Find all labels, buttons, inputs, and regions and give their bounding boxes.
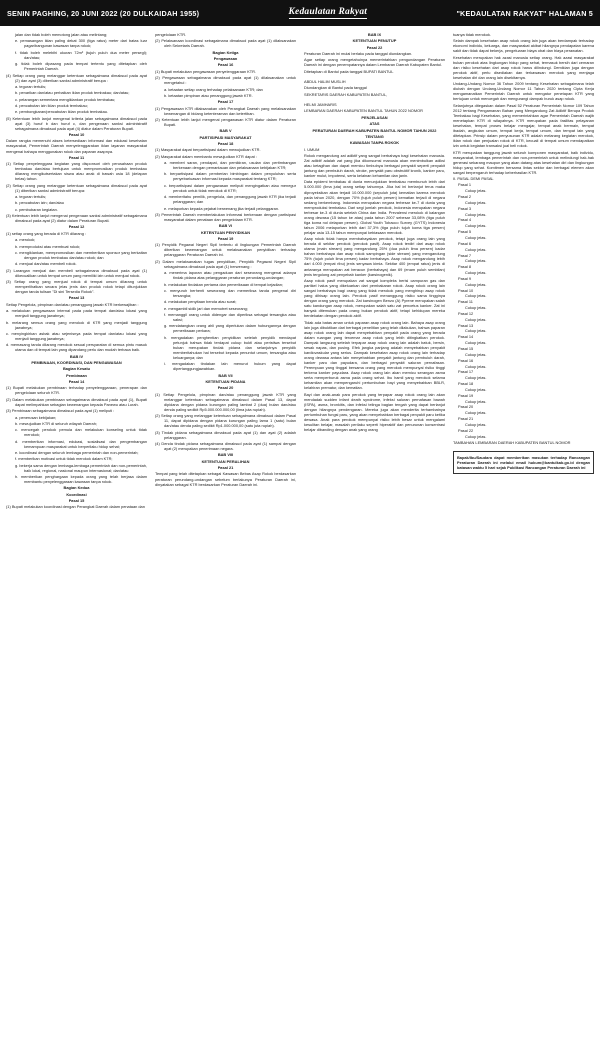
paragraph: a. teguran tertulis; — [15, 83, 47, 89]
paragraph: (2) Pengawasan sebagaimana dimaksud pada ayat (1) dilaksanakan untuk mengetahui : — [155, 75, 296, 86]
pasal-note: Cukup jelas. — [465, 223, 487, 229]
section-heading: Pasal 12 — [68, 224, 85, 230]
pasal-heading: Pasal 1 — [458, 182, 471, 188]
paragraph: Dalam rangka memenuhi akses ketersediaan informasi dan edukasi kesehatan masyarakat, Pemerintah Daerah menyelenggarakan iklan layanan masyarakat mengenai bahaya menggunakan rokok dan paparan asapnya. — [6, 138, 147, 154]
pasal-note: Cukup jelas. — [465, 305, 487, 311]
paragraph: b. ketaatan pimpinan atau penanggung jawab KTR. — [164, 92, 253, 98]
paragraph: tuanya tidak merokok. — [453, 32, 492, 37]
section-heading: Bagian Kesatu — [62, 366, 91, 372]
section-heading: KETENTUAN PENUTUP — [352, 38, 397, 44]
paragraph: Asap rokok pasif merupakan zat sangat kompleks berisi campuran gas dan partikel halus yang dikeluarkan dari pembakaran rokok. Asap rokok orang lain sangat berbahaya bagi orang yang tidak merokok yang menghirup asap rokok yang dihisap orang lain. Perokok pasif menanggung risiko sama tingginya dengan orang yang merokok. Zat karsinogen Benzo (A) Pyrene merupakan salah satu kandungan asap rokok, merupakan salah satu zat pencetus kanker. Zat ini banyak ditemukan pada orang bukan perokok aktif, tetapi kehidupan mereka berdekatan dengan perokok aktif. — [304, 277, 445, 319]
paragraph: a. menerima laporan atau pengaduan dari seseorang mengenai adanya tindak pidana atas pelanggaran peraturan perundang-undangan; — [164, 270, 296, 281]
section-heading: Pasal 22 — [366, 44, 383, 50]
paragraph: c. mencegah perokok pemula dan melakukan konseling untuk tidak merokok; — [15, 427, 147, 438]
section-heading: Pasal 13 — [68, 295, 85, 301]
pasal-heading: Pasal 18 — [458, 381, 474, 387]
pasal-heading: Pasal 20 — [458, 404, 474, 410]
pasal-heading: Pasal 8 — [458, 264, 471, 270]
section-heading: Pasal 16 — [217, 62, 234, 68]
paragraph: a. teguran tertulis; — [15, 194, 47, 200]
column-4 — [453, 32, 594, 1044]
section-heading: Pasal 18 — [217, 141, 234, 146]
pasal-heading: Pasal 9 — [458, 275, 471, 281]
pasal-note: Cukup jelas. — [465, 234, 487, 240]
paragraph: Data epidemi tembakau di dunia menunjukkan tembakau membunuh lebih dari 5.000.000 (lima juta) orang setiap tahunnya. Jika hal ini berlanjut terus maka diproyeksikan akan terjadi 10.000.000 (sepuluh juta) kematian karena merokok pada tahun 2020, dengan 70% (tujuh puluh persen) kematian terjadi di negara sedang berkembang. Indonesia merupakan negara terbesar ke-7 di dunia yang memproduksi tembakau. Dari segi jumlah perokok, Indonesia merupakan negara terbesar ke-3 di dunia setelah China dan India. Prevalensi merokok di kalangan orang dewasa (15 tahun ke atas) pada tahun 2007 sebesar 33,08% (tiga puluh tiga koma nol delapan persen). Global Youth Tobacco Survey (GYTS) Indonesia tahun 2006 melaporkan lebih dari 37,3% (tiga puluh tujuh koma tiga persen) pelajar usia 13-15 tahun mempunyai kebiasaan merokok. — [304, 179, 445, 235]
section-heading: Koordinasi — [66, 491, 87, 497]
pasal-note: Cukup jelas. — [465, 363, 487, 369]
pasal-note: Cukup jelas. — [465, 398, 487, 404]
pasal-note: Cukup jelas. — [465, 421, 487, 427]
paragraph: f. memanggil orang untuk didengar dan diperiksa sebagai tersangka atau saksi; — [164, 312, 296, 323]
paragraph: f. tidak boleh melebihi ukuran 72m² (tujuh puluh dua meter persegi); dan/atau; — [15, 49, 147, 60]
pasal-heading: Pasal 7 — [458, 252, 471, 258]
paragraph: b. berpartisipasi dalam pemberian bimbingan dalam penyuluhan serta penyebarluasan informasi kepada masyarakat tentang KTR; — [164, 171, 296, 182]
paragraph: Tempat yang telah ditetapkan sebagai Kawasan Bebas Asap Rokok berdasarkan peraturan perundang-undangan sebelum berlakunya Peraturan Daerah ini, dinyatakan sebagai KTR berdasarkan Peraturan Daerah ini. — [155, 471, 296, 487]
paragraph: a. merokok; — [15, 237, 36, 243]
paragraph: (2) Setiap orang yang melanggar ketentuan sebagaimana dimaksud dalam Pasal 11, dapat dipidana dengan pidana kurungan paling lama 1 (satu) bulan dan/atau denda paling sedikit Rp1.000.000,00 (satu juta rupiah). — [155, 413, 296, 429]
section-heading: KETENTUAN PENYIDIKAN — [200, 229, 251, 235]
section-heading: PERATURAN DAERAH KABUPATEN BANTUL NOMOR TAHUN 2022 — [312, 127, 437, 133]
header-date: SENIN PAGHING, 20 JUNI 2022 (20 DULKAIDAH 1955) — [7, 8, 200, 18]
paragraph: II. PASAL DEMI PASAL — [453, 176, 494, 182]
paragraph: a. memberi saran, pendapat, dan pemikiran, usulan dan pertimbangan berkenaan dengan pemantauan dan pelaksanaan kebijakan KTR; — [164, 160, 296, 171]
section-heading: KETENTUAN PERALIHAN — [201, 458, 250, 464]
paragraph: i. mengadakan tindakan lain menurut hukum yang dapat dipertanggungjawabkan. — [164, 361, 296, 372]
section-heading: BAB IV — [69, 353, 84, 359]
section-heading: Pengawasan — [213, 56, 238, 62]
pasal-heading: Pasal 10 — [458, 287, 474, 293]
paragraph: (3) Pembinaan sebagaimana dimaksud pada ayat (1) meliputi : — [6, 408, 115, 414]
paragraph: h. memberikan penghargaan kepada orang yang telah berjasa dalam membantu penyelenggaraan kawasan tanpa rokok. — [15, 474, 147, 485]
paragraph: c. pembubaran kegiatan. — [15, 206, 58, 212]
paragraph: jalan dan tidak boleh memotong jalan atau melintang; — [15, 32, 108, 37]
paragraph: Peraturan Daerah ini mulai berlaku pada tanggal diundangkan. — [304, 51, 413, 57]
section-heading: Pasal 21 — [217, 465, 234, 471]
paragraph: (1) Penyidik Pegawai Negeri Sipil tertentu di lingkungan Pemerintah Daerah diberikan kewenangan untuk melaksanakan penyidikan terhadap pelanggaran Peraturan Daerah ini. — [155, 242, 296, 258]
pasal-heading: Pasal 6 — [458, 240, 471, 246]
paragraph: ABDUL HALIM MUSLIH — [304, 79, 346, 85]
paragraph: HELMI JAMHARIS — [304, 102, 337, 108]
paragraph: b. melakukan tindakan pertama dan pemeriksaan di tempat kejadian; — [164, 281, 283, 287]
paragraph: e. melaporkan kepada pejabat berwenang jika terjadi pelanggaran. — [164, 205, 280, 211]
paragraph: g. mendatangkan orang ahli yang diperlukan dalam hubungannya dengan pemeriksaan perkara; — [164, 323, 296, 334]
paragraph: I. UMUM — [304, 146, 320, 152]
paragraph: b. melarang semua orang yang merokok di KTR yang menjadi tanggung jawabnya; — [6, 319, 147, 330]
section-heading: BAB V — [219, 128, 232, 134]
column-2 — [155, 32, 296, 1044]
paragraph: (3) Setiap orang yang menjual rokok di tempat umum dilarang untuk memperlihatkan secara jelas jenis dan produk rokok tetapi ditunjukkan dengan tanda tulisan "Di sini Tersedia Rokok". — [6, 278, 147, 295]
feedback-notice-box: Bapak/Ibu/Saudara dapat memberikan masukan terhadap Rancangan Peraturan Daerah ini melalui email hukum@bantulkab.go.id dengan batasan waktu 5 hari sejak Publikasi Rancangan Peraturan Daerah ini — [453, 451, 594, 474]
pasal-note: Cukup jelas. — [465, 351, 487, 357]
paragraph: h. mengadakan penghentian penyidikan setelah penyidik mendapat petunjuk bahwa tidak terdapat cukup bukti atau peristiwa tersebut bukan merupakan tindak pidana dan selanjutnya penyidik memberitahukan hal tersebut kepada penuntut umum, tersangka atau keluarganya; dan — [164, 334, 296, 360]
paragraph: (5) Ketentuan lebih lanjut mengenai kriteria jalan sebagaimana dimaksud pada ayat (3) huruf b dan huruf c, dan pengenaan sanksi administratif sebagaimana dimaksud pada ayat (4) diatur dalam Peraturan Bupati. — [6, 115, 147, 131]
paragraph: c. menyingkirkan asbak atau sejenisnya pada tempat dan/atau lokasi yang menjadi tanggung jawabnya; — [6, 330, 147, 341]
section-heading: TENTANG — [365, 133, 384, 139]
paragraph: (2) Larangan menjual dan membeli sebagaimana dimaksud pada ayat (1) dikecualikan untuk tempat umum yang memiliki izin untuk menjual rokok. — [6, 267, 147, 278]
section-heading: PARTISIPASI MASYARAKAT — [199, 134, 252, 140]
page-header — [0, 0, 600, 26]
section-heading: BAB VIII — [217, 452, 234, 458]
section-heading: Pembinaan — [66, 372, 87, 378]
section-heading: Pasal 20 — [217, 385, 234, 391]
section-heading: Pasal 15 — [68, 498, 85, 504]
paragraph: c. mengiklankan, mempromosikan dan memberikan sponsor yang berkaitan dengan produk tembakau dan/atau rokok; dan — [15, 249, 147, 260]
paragraph: (1) Bupati melakukan pengawasan penyelenggaraan KTR. — [155, 68, 257, 74]
paragraph: d. melakukan penyitaan benda atau surat; — [164, 299, 237, 305]
paragraph: (1) setiap orang yang berada di KTR dilarang : — [6, 230, 87, 236]
section-heading: Pasal 14 — [68, 379, 85, 385]
paragraph: (2) Setiap orang yang melanggar ketentuan sebagaimana dimaksud pada ayat (1) diberikan sanksi administratif berupa: — [6, 182, 147, 193]
pasal-note: Cukup jelas. — [465, 386, 487, 392]
pasal-note: Cukup jelas. — [465, 199, 487, 205]
pasal-note: Cukup jelas. — [465, 340, 487, 346]
pasal-note: Cukup jelas. — [465, 410, 487, 416]
paragraph: Asap rokok tidak hanya membahayakan perokok, tetapi juga orang lain yang berada di sekitar perokok (perokok pasif). Asap rokok terdiri dari asap rokok utama (main stream) yang mengandung 25% (dua puluh lima persen) kadar bahan berbahaya dan asap rokok sampingan (side stream) yang mengandung 75% (tujuh puluh lima persen) kadar berbahaya. Asap rokok mengandung lebih dari 4.000 (empat ribu) jenis senyawa kimia. Sekitar 400 (empat ratus) jenis di antaranya merupakan zat beracun (berbahaya) dan 69 (enam puluh sembilan) jenis tergolong zat penyebab kanker (karsinogenik). — [304, 236, 445, 277]
paragraph: Setiap Pengelola, pimpinan dan/atau penanggung jawab KTR berkewajiban : — [6, 301, 139, 307]
paragraph: b. penarikan dan/atau perbaikan iklan produk tembakau; dan/atau; — [15, 90, 130, 96]
paragraph: (4) Setiap orang yang melanggar ketentuan sebagaimana dimaksud pada ayat (2) dan ayat (3) diberikan sanksi administratif berupa : — [6, 72, 147, 83]
paragraph: Selanjutnya ditegaskan dalam Pasal 52 Peraturan Pemerintah Nomor 109 Tahun 2012 tentang Pengamanan Bahan yang Mengandung Zat Adiktif Berupa Produk Tembakau bagi Kesehatan, yang memerintahkan agar Pemerintah Daerah wajib menetapkan KTR di wilayahnya. KTR merupakan pada fasilitas pelayanan kesehatan, tempat proses belajar mengajar, tempat anak bermain, tempat ibadah, angkutan umum, tempat kerja, tempat umum, dan tempat lain yang ditetapkan. Prinsip dalam penyusunan KTR adalah melarang kegiatan merokok, iklan rokok dan penjualan rokok di KTR, kecuali di tempat umum mendapatkan izin untuk kegiatan transaksi jual beli rokok. — [453, 102, 594, 149]
paragraph: Bayi dan anak-anak para perokok yang terpapar asap rokok orang lain akan mendadak sudden infant death syndrome, infeksi saluran pernafasan bawah (ISPA), asma, bronkitis, dan infeksi telinga bagian tengah yang dapat berlanjut dengan hilangnya pendengaran. Mereka juga akan menderita terhambatnya pertumbuhan fungsi paru, yang akan menyebabkan berbagai penyakit paru ketika dewasa. Anak para perokok mempunyai risiko lebih besar untuk mengalami kesulitan belajar, masalah perilaku seperti hiperaktif dan penurunan konsentrasi belajar dibanding dengan anak yang orang — [304, 391, 445, 432]
pasal-heading: Pasal 13 — [458, 322, 474, 328]
paragraph: pengelolaan KTR. — [155, 32, 187, 37]
paragraph: Undang-Undang Nomor 36 Tahun 2009 tentang Kesehatan sebagaimana telah diubah dengan Undang-Undang Nomor 11 Tahun 2020 tentang Cipta Kerja mengamanatkan Pemerintah Daerah untuk mengatur penetapan KTR yang bertujuan untuk mencegah dan mengurangi dampak buruk asap rokok. — [453, 81, 594, 102]
paragraph: b. pencabutan izin; dan/atau — [15, 200, 64, 206]
pasal-heading: Pasal 17 — [458, 369, 474, 375]
pasal-heading: Pasal 4 — [458, 217, 471, 223]
paragraph: Diundangkan di Bantul pada tanggal — [304, 85, 367, 91]
paragraph: (1) Bupati melakukan koordinasi dengan Perangkat Daerah dalam penataan dan — [6, 504, 145, 510]
section-heading: BAB VI — [218, 223, 233, 229]
paragraph: e. mengambil sidik jari dan memotret seseorang; — [164, 305, 248, 311]
paragraph: (2) Dalam melaksanakan tugas penyidikan, Penyidik Pegawai Negeri Sipil sebagaimana dimaksud pada ayat (1) berwenang : — [155, 258, 296, 269]
paragraph: a. penerusan kebijakan; — [15, 414, 57, 420]
article-body — [6, 32, 594, 1044]
paragraph: Kesehatan merupakan hak azasi manusia setiap orang. Hak azasi masyarakat bukan perokok atas lingkungan hidup yang sehat, termasuk bersih dari cemaran dan risiko kesehatan dari asap rokok harus dilindungi. Demikian juga dengan perokok aktif, perlu disediakan dan terkawasan merokok yang menjaga kesehatan diri dan orang lain disekitarnya. — [453, 54, 594, 80]
section-heading: BAB IX — [367, 32, 382, 37]
section-heading: Pasal 10 — [68, 132, 85, 138]
section-heading: Bagian Kedua — [63, 485, 90, 491]
paragraph: g. bekerja sama dengan lembaga-lembaga pemerintah dan non-pemerintah, baik lokal, regional, nasional maupun internasional; dan/atau — [15, 462, 147, 473]
paragraph: d. memberikan informasi, edukasi, sosialisasi dan pengembangan kemampuan masyarakat untuk berperilaku hidup sehat; — [15, 438, 147, 449]
paragraph: d. menjual dan/atau membeli rokok. — [15, 261, 77, 267]
paragraph: b. mewujudkan KTR di seluruh wilayah Daerah; — [15, 420, 97, 426]
pasal-note: Cukup jelas. — [465, 281, 487, 287]
paragraph: a. melakukan pengawasan internal pada pada tempat dan/atau lokasi yang menjadi tanggung jawabnya; — [6, 308, 147, 319]
pasal-heading: Pasal 5 — [458, 229, 471, 235]
paragraph: (2) Dalam melakukan pembinaan sebagaimana dimaksud pada ayat (1), Bupati dapat melimpahkan sebagian kewenangan kepada Panewu atau Lurah. — [6, 396, 147, 407]
paragraph: SEKRETARIS DAERAH KABUPATEN BANTUL, — [304, 91, 388, 97]
paragraph: c. pelarangan sementara mengiklankan produk tembakau; — [15, 96, 116, 102]
pasal-note: Cukup jelas. — [465, 211, 487, 217]
paragraph: d. memasang tanda dilarang merokok sesuai persyaratan di semua pintu masuk utama dan di tempat lain yang dipandang perlu dan mudah terbaca baik. — [6, 342, 147, 353]
pasal-note: Cukup jelas. — [465, 316, 487, 322]
paragraph: e. koordinasi dengan seluruh lembaga pemerintah dan non-pemerintah; — [15, 449, 139, 455]
newspaper-masthead: Kedaulatan Rakyat — [288, 7, 368, 17]
paragraph: (2) Pelaksanaan koordinasi sebagaimana dimaksud pada ayat (1) dilaksanakan oleh Sekretaris Daerah. — [155, 38, 296, 49]
paragraph: (1) Setiap Pengelola, pimpinan dan/atau penanggung jawab KTR yang melanggar ketentuan sebagaimana dimaksud dalam Pasal 13, dapat dipidana dengan pidana kurungan paling lambat 2 (dua) bulan dan/atau denda paling sedikit Rp5.000.000.000,00 (lima juta rupiah). — [155, 391, 296, 412]
pasal-note: Cukup jelas. — [465, 246, 487, 252]
paragraph: Agar setiap orang mengetahuinya memerintahkan pengundangan Peraturan Daerah ini dengan penempatannya dalam Lembaran Daerah Kabupaten Bantul. — [304, 57, 445, 68]
pasal-heading: Pasal 15 — [458, 346, 474, 352]
pasal-note: Cukup jelas. — [465, 433, 487, 439]
paragraph: (3) Ketentuan lebih lanjut mengenai pengenaan sanksi administratif sebagaimana dimaksud pada ayat (2) diatur dalam Peraturan Bupati. — [6, 213, 147, 224]
paragraph: e. pemasangan iklan paling dekat 300 (tiga ratus) meter dari batas luar pagar/bangunan kawasan tanpa rokok; — [15, 38, 147, 49]
pasal-heading: Pasal 16 — [458, 357, 474, 363]
pasal-heading: Pasal 11 — [458, 299, 473, 305]
paragraph: (1) Masyarakat dapat berpartisipasi dalam mewujudkan KTR. — [155, 147, 261, 153]
section-heading: PEMBINAAN, KOORDINASI, DAN PENGAWASAN — [31, 360, 122, 366]
paragraph: d. pencabutan izin iklan produk tembakau; — [15, 102, 88, 108]
column-3 — [304, 32, 445, 1044]
paragraph: (2) Masyarakat dalam membantu mewujudkan KTR dapat : — [155, 153, 257, 159]
pasal-note: Cukup jelas. — [465, 293, 487, 299]
pasal-heading: Pasal 14 — [458, 334, 474, 340]
section-heading: Pasal 17 — [217, 99, 234, 105]
pasal-heading: Pasal 2 — [458, 194, 471, 200]
paragraph: LEMBARAN DAERAH KABUPATEN BANTUL TAHUN 2022 NOMOR — [304, 108, 423, 114]
paragraph: Rokok mengandung zat adiktif yang sangat berbahaya bagi kesehatan manusia. Zat adiktif adalah zat yang jika dikonsumsi manusia akan menimbulkan adiksi atau ketagihan dan dapat memicu timbulnya berbagai penyakit seperti penyakit jantung dan pembuluh darah, stroke, penyakit paru obstruktif kronik, kanker paru, kanker mulut, impotensi, serta kelainan kehamilan dan janin. — [304, 152, 445, 179]
pasal-note: Cukup jelas. — [465, 375, 487, 381]
pasal-heading: Pasal 19 — [458, 392, 474, 398]
paragraph: g. tidak boleh dipasang pada tempat tertentu yang ditetapkan oleh Pemerintah Daerah. — [15, 61, 147, 72]
pasal-heading: Pasal 22 — [458, 427, 474, 433]
paragraph: (3) Pemerintah Daerah memberlakukan informasi berkenaan dengan partisipasi masyarakat dalam penataan dan pengelolaan KTR. — [155, 211, 296, 222]
paragraph: (3) Tindak pidana sebagaimana dimaksud pada ayat (1) dan ayat (2) adalah pelanggaran. — [155, 429, 296, 440]
section-heading: BAB VII — [218, 372, 233, 378]
paragraph: (1) Bupati melakukan pembinaan terhadap penyelenggaraan, penerapan dan pengelolaan seluruh KTR. — [6, 385, 147, 396]
section-heading: ATAS — [369, 121, 380, 127]
paragraph: KTR merupakan tanggung jawab seluruh komponen masyarakat, baik individu, masyarakat, lembaga pemerintah dan non-pemerintah untuk melindungi hak-hak generasi sekarang maupun yang akan datang atas kesehatan diri dan lingkungan hidup yang sehat. Komitmen bersama lintas sektor dan berbagai elemen akan sangat berpengaruh terhadap keberhasilan KTR. — [453, 149, 594, 175]
pasal-note: Cukup jelas. — [465, 188, 487, 194]
paragraph: TAMBAHAN LEMBARAN DAERAH KABUPATEN BANTUL NOMOR — [453, 439, 571, 445]
pasal-heading: Pasal 3 — [458, 205, 471, 211]
paragraph: (1) Pengawasan KTR dilaksanakan oleh Perangkat Daerah yang melaksanakan kewenangan di bidang ketenteraman dan ketertiban. — [155, 105, 296, 116]
header-page-number: "KEDAULATAN RAKYAT" HALAMAN 5 — [456, 8, 593, 18]
paragraph: d. memberitahu pemilik, pengelola, dan penanggung jawab KTR jika terjadi pelanggaran; dan — [164, 194, 296, 205]
pasal-list — [453, 182, 594, 439]
paragraph: b. memproduksi atau membuat rokok; — [15, 243, 81, 249]
section-heading: Bagian Ketiga — [212, 49, 239, 55]
paragraph: Selain dampak kesehatan asap rokok orang lain juga akan berdampak terhadap ekonomi individu, keluarga, dan masyarakat akibat hilangnya pendapatan karena sakit dan tidak dapat bekerja, pengeluaran biaya obat dan biaya perawatan. — [453, 38, 594, 54]
paragraph: a. ketaatan setiap orang terhadap pelaksanaan KTR; dan — [164, 86, 263, 92]
paragraph: c. berpartisipasi dalam pengawasan meliputi mengingatkan atau menegur perokok untuk tidak merokok di KTR; — [164, 182, 296, 193]
section-heading: PENJELASAN — [361, 114, 388, 120]
paragraph: Tidak ada batas aman untuk paparan asap rokok orang lain. Bahaya asap orang lain juga dibuktikan dari berbagai penelitian yang telah dilakukan, bahwa paparan asap rokok orang lain dapat menyebabkan penyakit pada orang yang berada dalam ruangan yang tercemar asap rokok yang lebih ditingkatkan perokok. Dampak langsung setelah terpapar asap rokok orang lain adalah batuk, bersin, sesak napas, dan pusing. Efek jangka panjang adalah menyebabkan penyakit kardiovaskular yang serius. Dampak kesehatan asap rokok orang lain terhadap orang dewasa antara lain menyebabkan penyakit jantung dan pembuluh darah, kanker paru dan payudara, dan berbagai penyakit saluran pernafasan. Perempuan yang tinggal bersama orang yang merokok mempunyai risiko tinggi terkena kanker payudara. Asap rokok orang lain akan memicu serangan asma serta memperburuk asma pada orang sehat. Ibu hamil yang merokok selama kehamilan akan mempengaruhi pertumbuhan bayi yang menyebabkan BBLR, kelahiran prematur, dan kematian. — [304, 319, 445, 391]
section-heading: Pasal 19 — [217, 236, 234, 242]
section-heading: Pasal 11 — [68, 154, 85, 160]
paragraph: (2) Ketentuan lebih lanjut mengenai pengawasan KTR diatur dalam Peraturan Bupati. — [155, 116, 296, 127]
section-heading: KAWASAN TANPA ROKOK — [349, 140, 400, 146]
pasal-heading: Pasal 12 — [458, 310, 474, 316]
paragraph: (1) Setiap penyelenggara kegiatan yang disponsori oleh perusahaan produk tembakau dan/atau bertujuan untuk mempromosikan produk tembakau dilarang mengikutsertakan siswa atau anak di bawah usia 18 (delapan belas) tahun. — [6, 161, 147, 182]
pasal-note: Cukup jelas. — [465, 328, 487, 334]
paragraph: Ditetapkan di Bantul pada tanggal BUPATI BANTUL — [304, 68, 394, 74]
pasal-note: Cukup jelas. — [465, 270, 487, 276]
section-heading: KETENTUAN PIDANA — [205, 379, 246, 385]
paragraph: (4) Denda tindak pidana sebagaimana dimaksud pada ayat (1) sampai dengan ayat (2) merupakan penerimaan negara. — [155, 441, 296, 452]
paragraph: c. menyuruh berhenti seseorang dan memeriksa tanda pengenal diri tersangka; — [164, 287, 296, 298]
paragraph: e. pembongkaran/pencabutan iklan produk tembakau. — [15, 109, 109, 115]
column-1 — [6, 32, 147, 1044]
pasal-note: Cukup jelas. — [465, 258, 487, 264]
paragraph: f. memberikan motivasi untuk tidak merokok dalam KTR; — [15, 456, 113, 462]
pasal-heading: Pasal 21 — [458, 416, 474, 422]
